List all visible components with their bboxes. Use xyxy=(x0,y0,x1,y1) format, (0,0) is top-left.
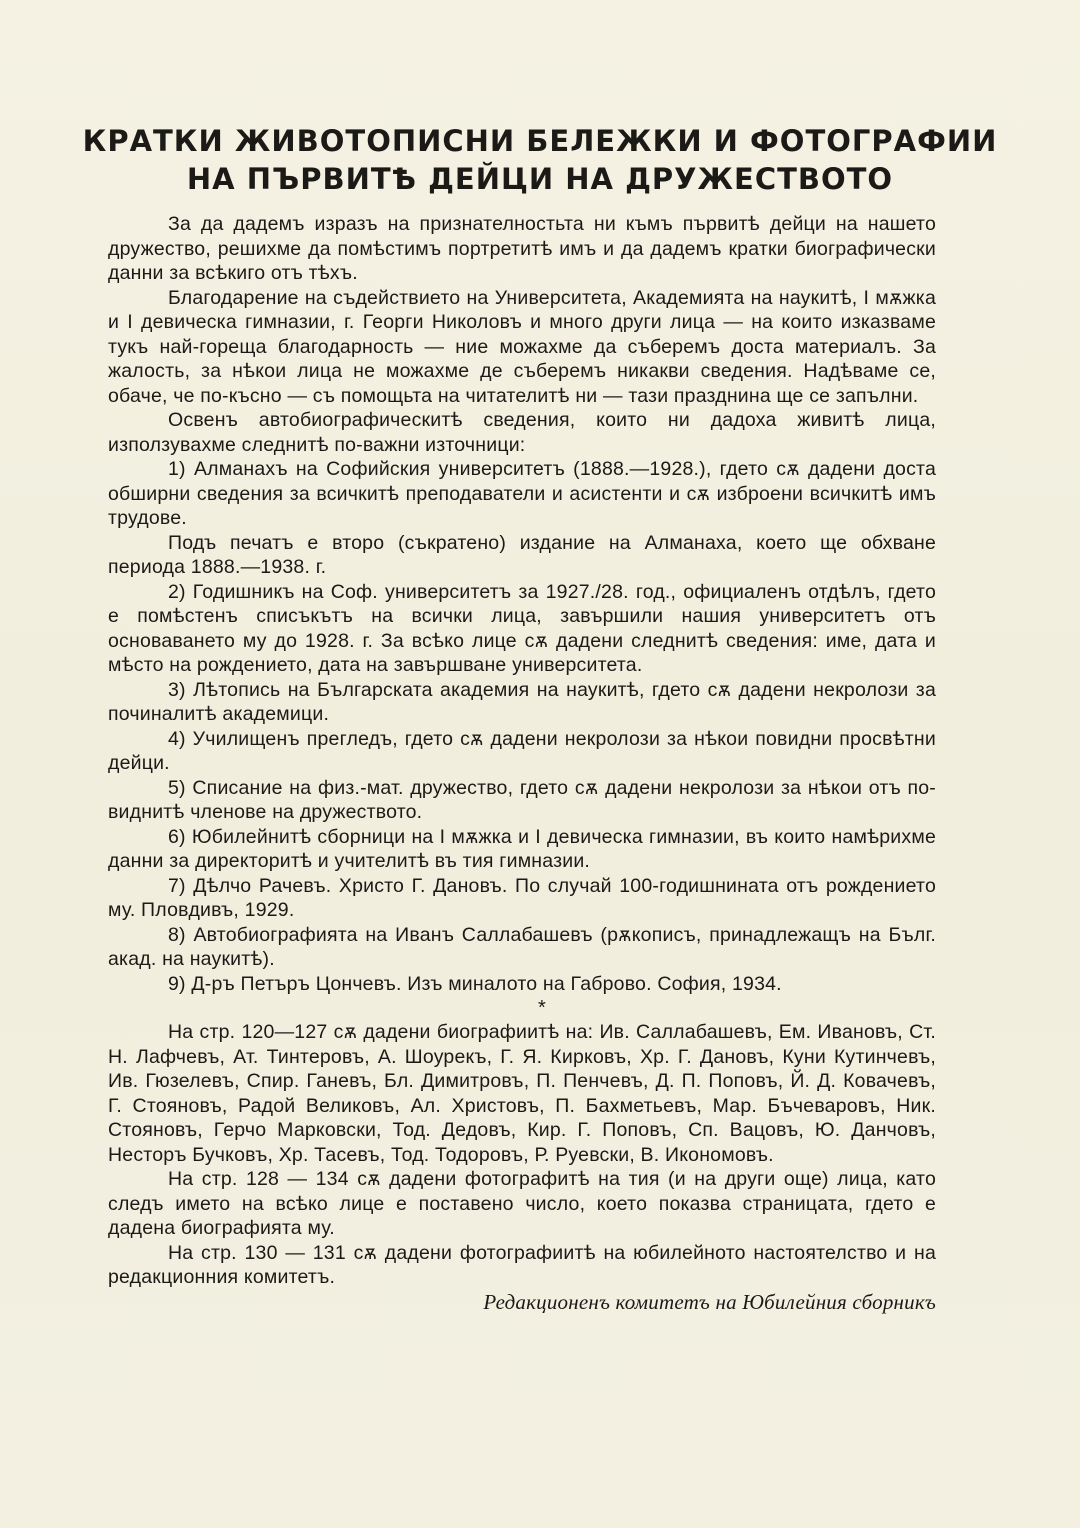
source-item-1: 1) Алманахъ на Софийския университетъ (1888.—1928.), гдето сѫ дадени доста обширни сведения за всичкитѣ преподаватели и асистенти и сѫ изброени всичкитѣ имъ трудове. xyxy=(108,458,936,529)
section-separator: * xyxy=(538,997,546,1019)
page-title xyxy=(80,122,1000,198)
intro-paragraph-3: Освенъ автобиографическитѣ сведения, които ни дадоха живитѣ лица, използувахме следнитѣ по-важни източници: xyxy=(108,409,936,456)
intro-paragraph-1: За да дадемъ изразъ на признателностьта ни къмъ първитѣ дейци на нашето дружество, решихме да помѣстимъ портретитѣ имъ и да дадемъ кратки биографически данни за всѣкиго отъ тѣхъ. xyxy=(108,213,936,284)
title-line-2: НА ПЪРВИТѢ ДЕЙЦИ НА ДРУЖЕСТВОТО xyxy=(186,162,894,196)
closing-paragraph-3: На стр. 130 — 131 сѫ дадени фотографиитѣ на юбилейното настоятелство и на редакционния комитетъ. xyxy=(108,1241,936,1288)
intro-paragraph-2: Благодарение на съдействието на Университета, Академията на наукитѣ, I мѫжка и I девическа гимназии, г. Георги Николовъ и много други лица — на които изказваме тукъ най-гореща благодарность — ние можахме да съберемъ доста материалъ. За жалость, за нѣкои лица не можахме де съберемъ никакви сведения. Надѣваме се, обаче, че по-късно — съ помощьта на читателитѣ ни — тази празднина ще се запълни. xyxy=(108,286,936,407)
signature: Редакционенъ комитетъ на Юбилейния сборникъ xyxy=(483,1289,936,1314)
closing-paragraph-1: На стр. 120—127 сѫ дадени биографиитѣ на: Ив. Саллабашевъ, Ем. Ивановъ, Ст. Н. Лафчевъ, Ат. Тинтеровъ, А. Шоурекъ, Г. Я. Кирковъ, Хр. Г. Дановъ, Куни Кутинчевъ, Ив. Гюзелевъ, Спир. Ганевъ, Бл. Димитровъ, П. Пенчевъ, Д. П. Поповъ, Й. Д. Ковачевъ, Г. Стояновъ, Радой Великовъ, Ал. Христовъ, П. Бахметьевъ, Мар. Бъчеваровъ, Ник. Стояновъ, Герчо Марковски, Тод. Дедовъ, Кир. Г. Поповъ, Сп. Вацовъ, Ю. Данчовъ, Несторъ Бучковъ, Хр. Тасевъ, Тод. Тодоровъ, Р. Руевски, В. Икономовъ. xyxy=(108,1021,936,1166)
source-item-7: 7) Дѣлчо Рачевъ. Христо Г. Дановъ. По случай 100-годишнината отъ рождението му. Пловдивъ, 1929. xyxy=(108,874,936,921)
source-item-5: 5) Списание на физ.-мат. дружество, гдето сѫ дадени некролози за нѣкои отъ по-виднитѣ членове на дружеството. xyxy=(108,776,936,823)
source-item-9: 9) Д-ръ Петъръ Цончевъ. Изъ миналото на Габрово. София, 1934. xyxy=(168,972,782,995)
source-item-3: 3) Лѣтопись на Българската академия на наукитѣ, гдето сѫ дадени некролози за починалитѣ академици. xyxy=(108,678,936,725)
source-item-4: 4) Училищенъ прегледъ, гдето сѫ дадени некролози за нѣкои повидни просвѣтни дейци. xyxy=(108,727,936,774)
title-line-1: КРАТКИ ЖИВОТОПИСНИ БЕЛЕЖКИ И ФОТОГРАФИИ xyxy=(82,124,998,158)
source-item-6: 6) Юбилейнитѣ сборници на I мѫжка и I девическа гимназии, въ които намѣрихме данни за директоритѣ и учителитѣ въ тия гимназии. xyxy=(108,825,936,872)
closing-paragraph-2: На стр. 128 — 134 сѫ дадени фотографитѣ на тия (и на други още) лица, като следъ името на всѣко лице е поставено число, което показва страницата, гдето е дадена биографията му. xyxy=(108,1168,936,1239)
source-item-1-note: Подъ печатъ е второ (съкратено) издание на Алманаха, което ще обхване периода 1888.—1938. г. xyxy=(108,531,936,578)
source-item-2: 2) Годишникъ на Соф. университетъ за 1927./28. год., официаленъ отдѣлъ, гдето е помѣстенъ списъкътъ на всички лица, завършили нашия университетъ отъ основаването му до 1928. г. За всѣко лице сѫ дадени следнитѣ сведения: име, дата и мѣсто на рождението, дата на завършване университета. xyxy=(108,580,936,676)
body-text xyxy=(108,212,936,1314)
source-item-8: 8) Автобиографията на Иванъ Саллабашевъ (рѫкописъ, принадлежащъ на Бълг. акад. на наукитѣ). xyxy=(108,923,936,970)
